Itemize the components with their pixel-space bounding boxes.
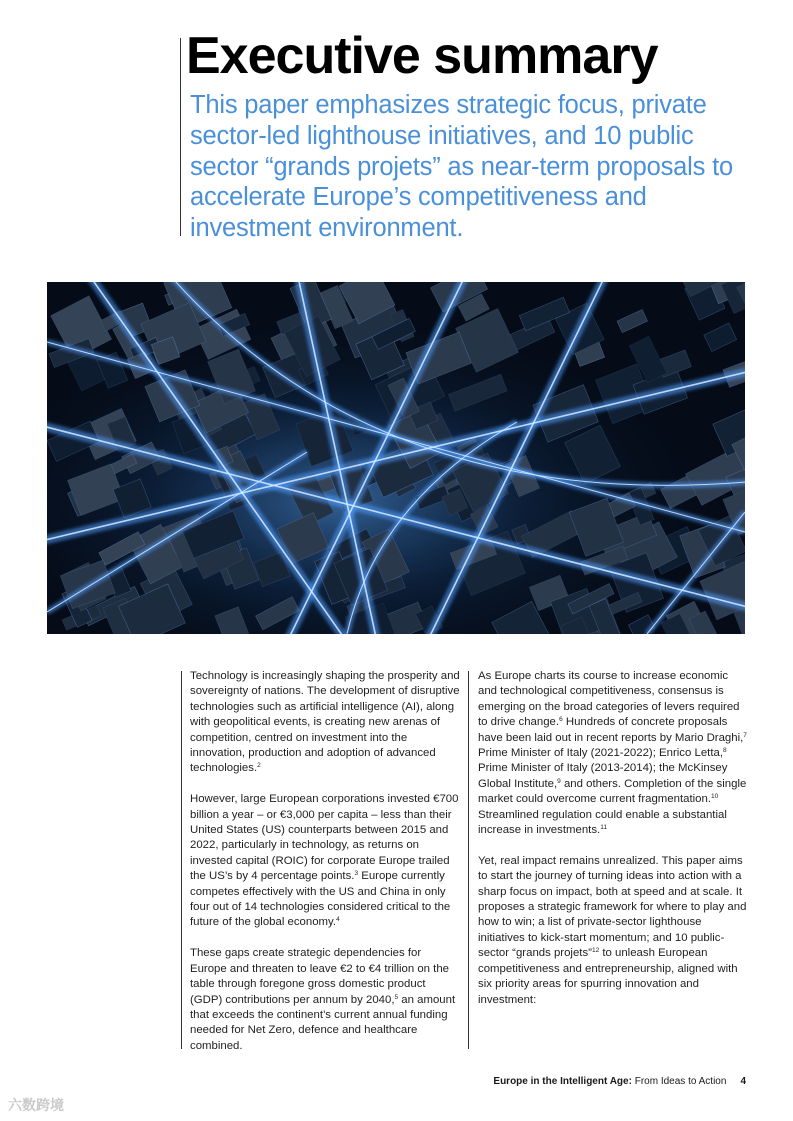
footnote-ref: 7 bbox=[743, 731, 747, 739]
paragraph: These gaps create strategic dependencies for Europe and threaten to leave €2 to €4 trillion on the table through foregone gross domestic product (GDP) contributions per annum by 2040,$^5$ an amount that exceeds the continent’s current annual funding needed for Net Zero, defence and healthcare combined. bbox=[190, 947, 456, 1052]
left-column-rule bbox=[181, 671, 182, 1049]
footnote-ref: 9 bbox=[557, 777, 561, 785]
left-column bbox=[190, 669, 460, 1070]
right-column bbox=[478, 669, 750, 1023]
footnote-ref: 4 bbox=[336, 916, 340, 924]
footnote-ref: 2 bbox=[257, 762, 261, 770]
paragraph: Technology is increasingly shaping the prosperity and sovereignty of nations. The development of disruptive technologies such as artificial intelligence (AI), along with geopolitical events, is creating new arenas of competition, centred on investment into the innovation, production and adoption of advanced technologies.$^2$ bbox=[190, 670, 460, 775]
paragraph: Yet, real impact remains unrealized. This paper aims to start the journey of turning ideas into action with a sharp focus on impact, both at speed and at scale. It proposes a strategic framework for where to play and how to win; a list of private-sector lighthouse initiatives to kick-start momentum; and 10 public-sector “grands projets”$^{12}$ to unleash European competitiveness and entrepreneurship, aligned with six priority areas for spurring innovation and investment: bbox=[478, 854, 747, 1006]
footnote-ref: 6 bbox=[559, 716, 563, 724]
page-title: Executive summary bbox=[186, 27, 658, 85]
intro-lead: This paper emphasizes strategic focus, private sector-led lighthouse initiatives, and 10 public sector “grands projets” as near-term proposals to accelerate Europe’s competitiveness and investment environment. bbox=[190, 91, 733, 243]
title-rule bbox=[180, 38, 181, 236]
footnote-ref: 10 bbox=[710, 793, 719, 801]
paragraph: However, large European corporations invested €700 billion a year – or €3,000 per capita – less than their United States (US) counterparts between 2015 and 2022, particularly in technology, as returns on invested capital (ROIC) for corporate Europe trailed the US’s by 4 percentage points.$^3$ Europe currently competes effectively with the US and China in only four out of 14 technologies considered critical to the future of the global economy.$^4$ bbox=[190, 793, 459, 929]
footnote-ref: 11 bbox=[600, 824, 607, 832]
footnote-ref: 3 bbox=[354, 870, 359, 878]
hero-image bbox=[47, 282, 745, 634]
paragraph: As Europe charts its course to increase economic and technological competitiveness, consensus is emerging on the broad categories of levers required to drive change.$^6$ Hundreds of concrete proposals have been laid out in recent reports by Mario Draghi,$^7$ Prime Minister of Italy (2021-2022); Enrico Letta,$^8$ Prime Minister of Italy (2013-2014); the McKinsey Global Institute,$^9$ and others. Completion of the single market could overcome current fragmentation.$^{10}$ Streamlined regulation could enable a substantial increase in investments.$^{11}$ bbox=[478, 670, 747, 837]
watermark-logo: 六数跨境 bbox=[8, 1097, 64, 1113]
right-column-rule bbox=[468, 671, 469, 1049]
page-number: 4 bbox=[740, 1076, 746, 1087]
footnote-ref: 8 bbox=[723, 747, 727, 755]
footnote-ref: 12 bbox=[591, 947, 600, 955]
report-title: Europe in the Intelligent Age: bbox=[493, 1076, 632, 1087]
footnote-ref: 5 bbox=[394, 993, 399, 1001]
page-footer bbox=[470, 1076, 746, 1087]
report-subtitle: From Ideas to Action bbox=[631, 1076, 727, 1087]
